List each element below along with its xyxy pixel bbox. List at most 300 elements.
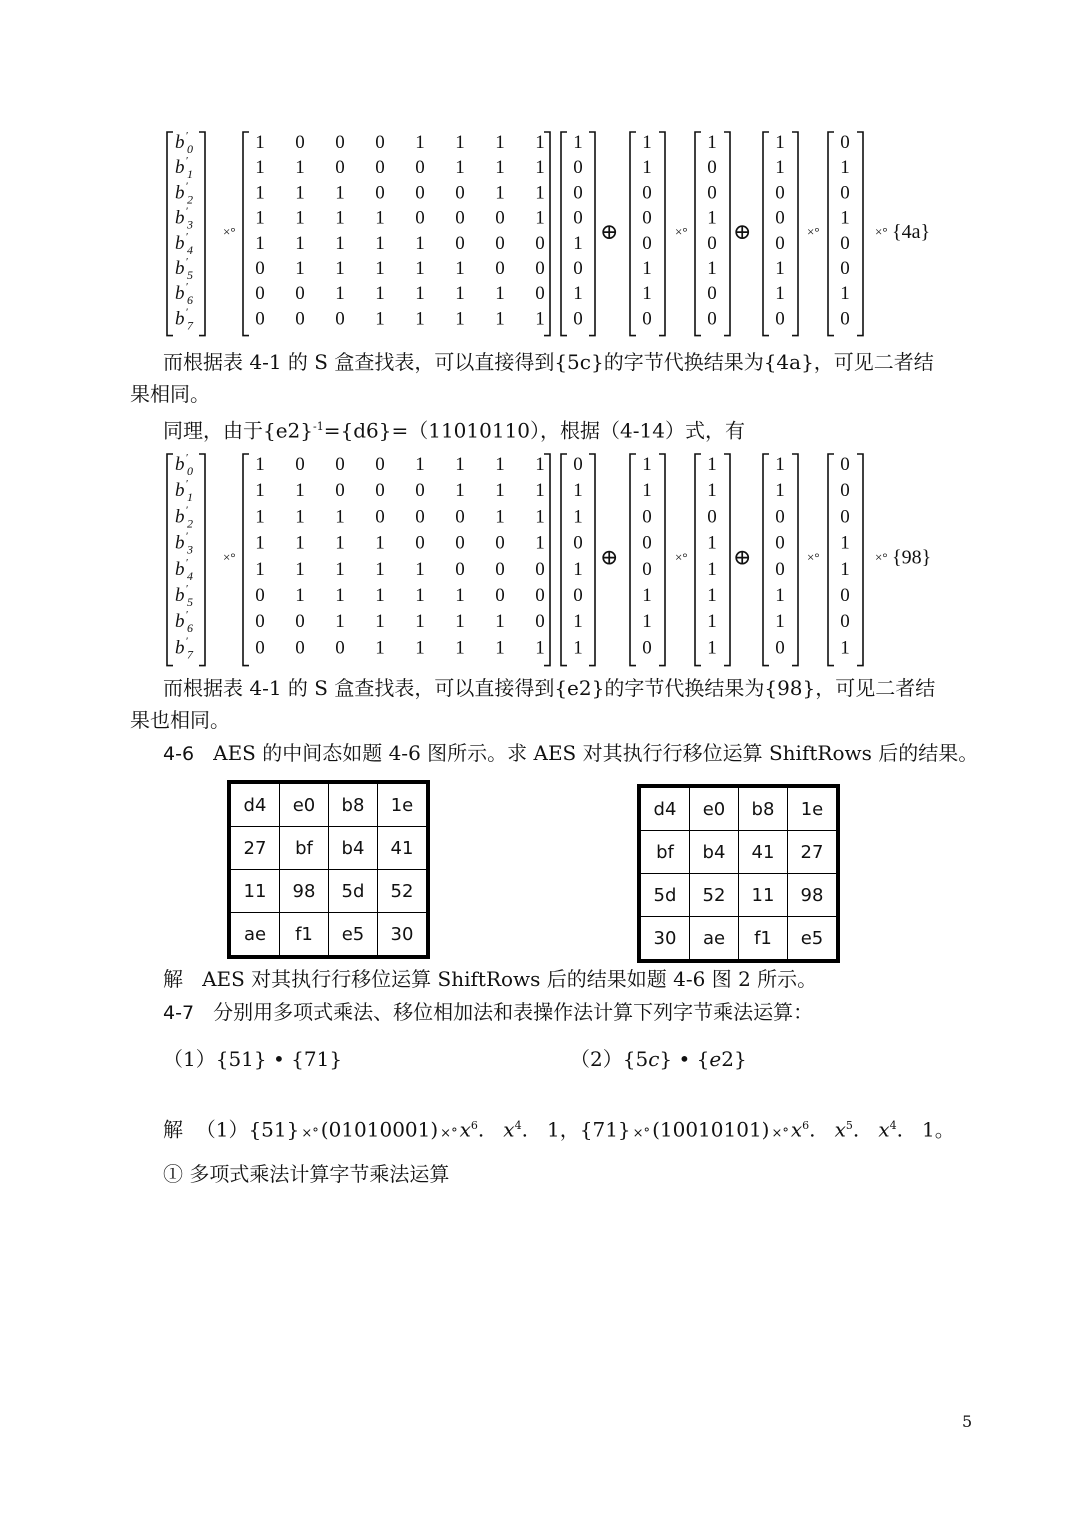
question-4-7: [163, 996, 813, 1029]
equation-2-drawing: [165, 452, 1025, 662]
output-vector-entry: 0: [840, 258, 850, 279]
constant-vector-2-entry: 1: [775, 283, 785, 305]
constant-vector-2-entry: 0: [775, 637, 785, 659]
lhs-b-var: b: [175, 611, 185, 633]
sol47-e4b: 4: [889, 1119, 897, 1132]
state-cell: ae: [229, 913, 280, 958]
matrix-entry: 1: [335, 283, 345, 305]
sol47-bin1: (01010001): [320, 1117, 439, 1142]
state-cell: 30: [639, 917, 690, 962]
matrix-entry: 1: [495, 182, 505, 204]
matrix-entry: 1: [335, 258, 345, 279]
constant-vector-2-entry: 0: [775, 207, 785, 229]
para2-superscript: -1: [313, 420, 324, 433]
matrix-entry: 1: [455, 157, 465, 179]
matrix-entry: 1: [255, 558, 265, 580]
sol47-dot-4: .: [852, 1117, 860, 1142]
state-row: [639, 831, 838, 874]
lhs-b-var: b: [175, 532, 185, 554]
matrix-entry: 1: [535, 132, 545, 153]
lhs-subscript: 7: [187, 318, 193, 333]
matrix-entry: 1: [375, 283, 385, 305]
matrix-entry: 0: [255, 637, 265, 659]
product-vector-entry: 1: [707, 480, 717, 502]
sol47-part: （1）: [195, 1117, 249, 1142]
lhs-b-var: b: [175, 454, 185, 475]
lhs-prime: ′: [186, 205, 189, 218]
input-vector-entry: 0: [573, 532, 583, 554]
sol47-dot-1: .: [477, 1117, 485, 1142]
matrix-entry: 1: [415, 585, 425, 606]
state-cell: bf: [280, 827, 329, 870]
output-vector-entry: 1: [840, 157, 850, 179]
state-cell: 52: [378, 870, 429, 913]
matrix-entry: 1: [295, 558, 305, 580]
sol47-x4b: x: [878, 1117, 890, 1142]
matrix-entry: 1: [455, 283, 465, 305]
lhs-b-var: b: [175, 182, 185, 204]
matrix-entry: 0: [495, 532, 505, 554]
matrix-entry: 1: [535, 454, 545, 475]
product-vector-entry: 1: [707, 132, 717, 153]
state-cell: 5d: [329, 870, 378, 913]
matrix-entry: 1: [375, 585, 385, 606]
solution-4-7-line: [163, 1110, 955, 1150]
input-vector-left-bracket: [561, 454, 567, 666]
matrix-entry: 1: [255, 182, 265, 204]
constant-vector-2-right-bracket: [792, 454, 798, 666]
matrix-entry: 0: [295, 611, 305, 633]
state-cell: 1e: [788, 786, 839, 831]
lhs-prime: ′: [186, 155, 189, 168]
lhs-prime: ′: [186, 281, 189, 294]
solution-4-6-text: AES 对其执行行移位运算 ShiftRows 后的结果如题 4-6 图 2 所示。: [202, 967, 818, 991]
matrix-entry: 0: [335, 132, 345, 153]
matrix-entry: 0: [455, 232, 465, 254]
constant-vector-entry: 0: [642, 532, 652, 554]
product-vector-entry: 1: [707, 454, 717, 475]
item-2-operand-b-italic: e: [709, 1047, 722, 1071]
input-vector-entry: 0: [573, 207, 583, 229]
matrix-entry: 1: [375, 637, 385, 659]
oplus-symbol-1: ⊕: [600, 544, 619, 570]
matrix-entry: 0: [335, 454, 345, 475]
state-cell: 11: [229, 870, 280, 913]
step-1-heading: ① 多项式乘法计算字节乘法运算: [163, 1162, 450, 1186]
matrix-entry: 0: [335, 157, 345, 179]
product-vector-entry: 1: [707, 532, 717, 554]
product-vector-entry: 1: [707, 258, 717, 279]
item-1-label: （1）: [163, 1047, 216, 1071]
matrix-entry: 1: [255, 454, 265, 475]
matrix-entry: 0: [415, 506, 425, 528]
state-row: [229, 913, 428, 958]
bullet-operator-1: •: [273, 1047, 285, 1071]
lhs-vector-right-bracket: [199, 454, 205, 666]
matrix-entry: 1: [335, 558, 345, 580]
matrix-entry: 1: [535, 532, 545, 554]
matrix-entry: 0: [335, 480, 345, 502]
matrix-entry: 1: [375, 308, 385, 330]
product-vector-entry: 0: [707, 232, 717, 254]
output-vector-right-bracket: [857, 454, 863, 666]
product-vector-entry: 0: [707, 283, 717, 305]
constant-vector-entry: 1: [642, 480, 652, 502]
constant-vector-2-entry: 0: [775, 182, 785, 204]
product-vector-entry: 1: [707, 207, 717, 229]
para2-text-b: ={d6}=（11010110），根据（4-14）式，有: [323, 418, 745, 443]
solution-4-6-label: 解: [163, 967, 183, 991]
question-4-7-item-2: [570, 1043, 747, 1075]
constant-vector-2-entry: 0: [775, 532, 785, 554]
lhs-prime: ′: [186, 478, 189, 491]
constant-vector-entry: 0: [642, 232, 652, 254]
state-cell: 1e: [378, 782, 429, 827]
matrix-entry: 1: [455, 611, 465, 633]
matrix-entry: 1: [455, 132, 465, 153]
output-vector-entry: 0: [840, 611, 850, 633]
constant-vector-2-entry: 0: [775, 558, 785, 580]
sol47-x4: x: [503, 1117, 515, 1142]
matrix-entry: 1: [495, 283, 505, 305]
state-cell: e5: [329, 913, 378, 958]
question-4-7-item-1: [163, 1043, 342, 1075]
matrix-entry: 1: [415, 308, 425, 330]
lhs-subscript: 6: [187, 621, 193, 636]
matrix-entry: 1: [295, 207, 305, 229]
lhs-b-var: b: [175, 258, 185, 279]
state-cell: 98: [788, 874, 839, 917]
constant-vector-left-bracket: [630, 132, 636, 336]
matrix-equation-1: [165, 130, 1025, 335]
oplus-symbol-2: ⊕: [733, 219, 752, 245]
matrix-entry: 0: [335, 308, 345, 330]
matrix-entry: 0: [495, 232, 505, 254]
page-number: 5: [962, 1412, 973, 1431]
lhs-subscript: 1: [187, 490, 193, 505]
state-cell: b8: [329, 782, 378, 827]
question-4-6: [163, 737, 978, 770]
matrix-entry: 0: [495, 258, 505, 279]
matrix-entry: 1: [335, 207, 345, 229]
matrix-entry: 1: [295, 532, 305, 554]
equiv-symbol-3: ×°: [807, 549, 820, 565]
state-row: [639, 874, 838, 917]
product-vector-entry: 1: [707, 637, 717, 659]
lhs-prime: ′: [186, 230, 189, 243]
matrix-entry: 0: [255, 283, 265, 305]
sol47-x5: x: [834, 1117, 846, 1142]
sol47-x6: x: [459, 1117, 471, 1142]
product-vector-right-bracket: [724, 454, 730, 666]
sol47-x6b: x: [790, 1117, 803, 1142]
state-cell: b4: [329, 827, 378, 870]
lhs-subscript: 6: [187, 293, 193, 308]
matrix-right-bracket: [544, 454, 550, 666]
matrix-entry: 1: [535, 182, 545, 204]
state-cell: 52: [690, 874, 739, 917]
lhs-b-var: b: [175, 506, 185, 528]
output-vector-entry: 0: [840, 454, 850, 475]
sol47-v2: {71}: [579, 1117, 631, 1142]
matrix-entry: 1: [375, 207, 385, 229]
input-vector-entry: 1: [573, 283, 583, 305]
matrix-entry: 1: [535, 157, 545, 179]
lhs-prime: ′: [186, 180, 189, 193]
oplus-symbol-1: ⊕: [600, 219, 619, 245]
state-table-after: [637, 784, 840, 963]
result-value: {4a}: [892, 221, 931, 244]
matrix-entry: 0: [295, 308, 305, 330]
paragraph-sbox-98: 而根据表 4-1 的 S 盒查找表，可以直接得到{e2}的字节代换结果为{98}，可见二者结: [163, 676, 936, 700]
matrix-entry: 1: [415, 283, 425, 305]
item-2-operand-b-end: 2}: [721, 1047, 747, 1071]
matrix-entry: 0: [255, 258, 265, 279]
lhs-subscript: 4: [187, 242, 193, 257]
lhs-vector-left-bracket: [167, 132, 173, 336]
input-vector-entry: 0: [573, 454, 583, 475]
matrix-entry: 1: [375, 232, 385, 254]
state-cell: e5: [788, 917, 839, 962]
matrix-entry: 0: [455, 182, 465, 204]
matrix-entry: 1: [295, 585, 305, 606]
input-vector-entry: 0: [573, 308, 583, 330]
matrix-entry: 1: [255, 532, 265, 554]
item-2-operand-a: {5: [622, 1047, 649, 1071]
matrix-entry: 0: [455, 532, 465, 554]
matrix-entry: 1: [335, 611, 345, 633]
sol47-one-1: 1: [547, 1117, 560, 1142]
constant-vector-2-entry: 1: [775, 585, 785, 606]
product-vector-left-bracket: [695, 132, 701, 336]
matrix-entry: 0: [375, 132, 385, 153]
matrix-entry: 1: [455, 637, 465, 659]
lhs-b-var: b: [175, 585, 185, 606]
matrix-entry: 1: [535, 207, 545, 229]
item-2-operand-b: {: [696, 1047, 710, 1071]
question-4-7-number: 4-7: [163, 1002, 195, 1024]
sol47-dot-2: .: [521, 1117, 528, 1142]
state-row: [639, 917, 838, 962]
state-cell: 98: [280, 870, 329, 913]
matrix-entry: 1: [295, 480, 305, 502]
state-cell: 5d: [639, 874, 690, 917]
matrix-entry: 1: [255, 157, 265, 179]
equiv-symbol-2: ×°: [675, 549, 688, 565]
output-vector-entry: 0: [840, 182, 850, 204]
matrix-entry: 1: [455, 585, 465, 606]
matrix-entry: 1: [335, 182, 345, 204]
constant-vector-2-entry: 1: [775, 258, 785, 279]
product-vector-entry: 1: [707, 558, 717, 580]
matrix-left-bracket: [243, 132, 249, 336]
constant-vector-2-entry: 0: [775, 232, 785, 254]
sol47-comma: ，: [559, 1117, 580, 1142]
lhs-subscript: 5: [187, 268, 193, 282]
equiv-symbol: ×°: [223, 549, 236, 565]
constant-vector-2-right-bracket: [792, 132, 798, 336]
lhs-prime: ′: [186, 130, 189, 142]
input-vector-entry: 1: [573, 132, 583, 153]
lhs-subscript: 2: [187, 192, 193, 207]
constant-vector-2-entry: 1: [775, 480, 785, 502]
matrix-entry: 1: [375, 611, 385, 633]
matrix-entry: 1: [255, 480, 265, 502]
oplus-symbol-2: ⊕: [733, 544, 752, 570]
matrix-entry: 1: [295, 258, 305, 279]
product-vector-entry: 0: [707, 506, 717, 528]
product-vector-right-bracket: [724, 132, 730, 336]
lhs-b-var: b: [175, 480, 185, 502]
state-cell: ae: [690, 917, 739, 962]
matrix-entry: 0: [295, 132, 305, 153]
lhs-prime: ′: [186, 583, 189, 595]
constant-vector-2-entry: 1: [775, 454, 785, 475]
matrix-entry: 1: [495, 611, 505, 633]
state-cell: d4: [639, 786, 690, 831]
item-2-operand-a-end: }: [659, 1047, 673, 1071]
matrix-entry: 0: [255, 585, 265, 606]
input-vector-entry: 0: [573, 585, 583, 606]
equiv-symbol-3: ×°: [807, 224, 820, 240]
state-cell: 41: [739, 831, 788, 874]
lhs-subscript: 3: [187, 542, 193, 557]
output-vector-right-bracket: [857, 132, 863, 336]
sol47-end: 。: [934, 1117, 955, 1142]
sol47-dot-3: .: [809, 1117, 816, 1142]
state-cell: 27: [229, 827, 280, 870]
matrix-entry: 1: [295, 232, 305, 254]
constant-vector-2-left-bracket: [763, 454, 769, 666]
output-vector-entry: 1: [840, 532, 850, 554]
sol47-e6: 6: [470, 1119, 478, 1132]
solution-4-6: [163, 963, 817, 995]
matrix-entry: 1: [335, 585, 345, 606]
matrix-entry: 0: [415, 480, 425, 502]
output-vector-entry: 0: [840, 480, 850, 502]
product-vector-entry: 1: [707, 611, 717, 633]
constant-vector-right-bracket: [659, 454, 665, 666]
lhs-b-var: b: [175, 637, 185, 659]
matrix-entry: 0: [415, 207, 425, 229]
input-vector-entry: 1: [573, 232, 583, 254]
constant-vector-left-bracket: [630, 454, 636, 666]
lhs-vector-right-bracket: [199, 132, 205, 336]
matrix-entry: 1: [335, 506, 345, 528]
matrix-entry: 1: [455, 454, 465, 475]
constant-vector-entry: 0: [642, 637, 652, 659]
matrix-entry: 1: [375, 258, 385, 279]
matrix-entry: 0: [535, 258, 545, 279]
constant-vector-entry: 1: [642, 585, 652, 606]
item-1-operand-b: {71}: [291, 1047, 343, 1071]
matrix-equation-2: [165, 452, 1025, 662]
matrix-entry: 0: [535, 585, 545, 606]
input-vector-entry: 1: [573, 611, 583, 633]
matrix-entry: 0: [495, 585, 505, 606]
matrix-entry: 1: [535, 506, 545, 528]
lhs-subscript: 0: [187, 464, 193, 478]
equiv-symbol-4: ×°: [875, 549, 888, 565]
matrix-entry: 0: [295, 283, 305, 305]
state-cell: b8: [739, 786, 788, 831]
state-row: [229, 870, 428, 913]
matrix-entry: 0: [415, 157, 425, 179]
constant-vector-entry: 1: [642, 258, 652, 279]
equiv-symbol-2: ×°: [675, 224, 688, 240]
matrix-entry: 0: [535, 558, 545, 580]
state-cell: f1: [280, 913, 329, 958]
matrix-entry: 0: [455, 207, 465, 229]
sol47-e6b: 6: [802, 1119, 810, 1132]
matrix-entry: 1: [415, 611, 425, 633]
matrix-entry: 1: [295, 182, 305, 204]
lhs-subscript: 3: [187, 217, 193, 232]
input-vector-left-bracket: [561, 132, 567, 336]
state-cell: 30: [378, 913, 429, 958]
sol47-e5: 5: [845, 1119, 853, 1132]
constant-vector-2-entry: 0: [775, 506, 785, 528]
state-row: [639, 786, 838, 831]
matrix-right-bracket: [544, 132, 550, 336]
matrix-entry: 0: [535, 283, 545, 305]
question-4-6-number: 4-6: [163, 743, 195, 765]
sol47-equiv-2: ×°: [440, 1125, 458, 1141]
matrix-entry: 1: [495, 506, 505, 528]
lhs-vector-left-bracket: [167, 454, 173, 666]
matrix-entry: 1: [255, 232, 265, 254]
matrix-entry: 0: [255, 611, 265, 633]
matrix-entry: 0: [295, 454, 305, 475]
product-vector-entry: 0: [707, 308, 717, 330]
equiv-symbol-4: ×°: [875, 224, 888, 240]
output-vector-left-bracket: [828, 132, 834, 336]
sol47-equiv-3: ×°: [632, 1125, 651, 1141]
matrix-left-bracket: [243, 454, 249, 666]
output-vector-entry: 1: [840, 207, 850, 229]
matrix-entry: 0: [495, 558, 505, 580]
matrix-entry: 1: [415, 232, 425, 254]
matrix-entry: 1: [255, 132, 265, 153]
matrix-entry: 0: [375, 157, 385, 179]
state-cell: 11: [739, 874, 788, 917]
matrix-entry: 1: [295, 506, 305, 528]
matrix-entry: 1: [375, 558, 385, 580]
input-vector-entry: 1: [573, 558, 583, 580]
equation-1-drawing: [165, 130, 1025, 335]
matrix-entry: 1: [455, 308, 465, 330]
lhs-subscript: 0: [187, 142, 193, 156]
state-cell: f1: [739, 917, 788, 962]
matrix-entry: 0: [535, 232, 545, 254]
matrix-entry: 1: [455, 480, 465, 502]
state-row: [229, 827, 428, 870]
input-vector-entry: 1: [573, 480, 583, 502]
state-cell: e0: [690, 786, 739, 831]
state-table-before: [227, 780, 430, 959]
constant-vector-2-entry: 0: [775, 308, 785, 330]
bullet-operator-2: •: [678, 1047, 691, 1071]
lhs-subscript: 7: [187, 647, 193, 662]
lhs-prime: ′: [186, 256, 189, 268]
matrix-entry: 1: [495, 157, 505, 179]
sol47-bin2: (10010101): [652, 1117, 770, 1142]
lhs-b-var: b: [175, 157, 185, 179]
constant-vector-2-entry: 1: [775, 157, 785, 179]
lhs-b-var: b: [175, 207, 185, 229]
sol47-equiv-4: ×°: [771, 1125, 789, 1141]
sol47-one-2: 1: [922, 1117, 935, 1142]
